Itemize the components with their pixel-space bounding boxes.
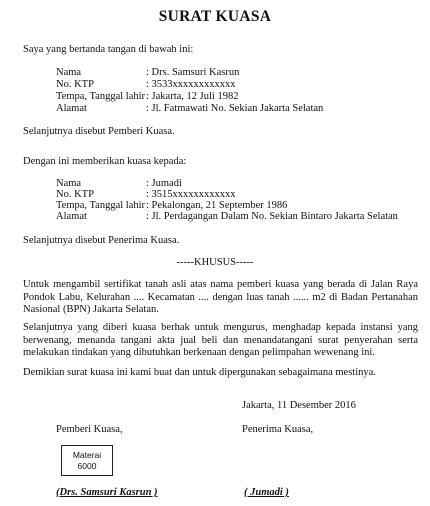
intro-text: Saya yang bertanda tangan di bawah ini: (23, 44, 194, 55)
grantee-label-ktp: No. KTP (56, 189, 94, 200)
closing-text: Demikian surat kuasa ini kami buat dan untuk dipergunakan sebagaimana mestinya. (23, 367, 376, 378)
grantor-value-address: : Jl. Fatmawati No. Sekian Jakarta Selatan (146, 103, 324, 114)
grantor-label-ktp: No. KTP (56, 79, 94, 90)
grantee-signature-name: ( Jumadi ) (244, 487, 289, 498)
grantee-label-birth: Tempa, Tanggal lahir (56, 200, 146, 211)
grantor-signature-label: Pemberi Kuasa, (56, 424, 123, 435)
khusus-heading: -----KHUSUS----- (176, 257, 254, 268)
delegation-intro: Dengan ini memberikan kuasa kepada: (23, 156, 187, 167)
grantee-value-ktp: : 3515xxxxxxxxxxxx (146, 189, 236, 200)
grantee-label-name: Nama (56, 178, 82, 189)
grantee-row-address (56, 211, 398, 223)
grantee-label-address: Alamat (56, 211, 87, 222)
grantee-value-name: : Jumadi (146, 178, 182, 189)
grantor-signature-name: (Drs. Samsuri Kasrun ) (56, 487, 158, 498)
grantor-row-birth (56, 91, 238, 103)
grantee-value-birth: : Pekalongan, 21 September 1986 (146, 200, 288, 211)
grantor-note: Selanjutnya disebut Pemberi Kuasa. (23, 126, 175, 137)
grantor-value-birth: : Jakarta, 12 Juli 1982 (146, 91, 239, 102)
grantor-label-birth: Tempa, Tanggal lahir (56, 91, 146, 102)
materai-label: Materai (72, 450, 102, 460)
grantee-note: Selanjutnya disebut Penerima Kuasa. (23, 235, 180, 246)
grantor-value-name: : Drs. Samsuri Kasrun (146, 67, 240, 78)
grantor-label-name: Nama (56, 67, 82, 78)
grantor-label-address: Alamat (56, 103, 87, 114)
materai-stamp-box (61, 445, 113, 476)
place-date: Jakarta, 11 Desember 2016 (242, 400, 356, 411)
materai-value: 6000 (77, 460, 97, 471)
grantor-value-ktp: : 3533xxxxxxxxxxxx (146, 79, 236, 90)
grantor-row-ktp (56, 79, 236, 91)
grantor-row-name (56, 67, 239, 79)
paragraph-authority: Selanjutnya yang diberi kuasa berhak untuk mengurus, menghadap kepada instansi yang berwenang, menanda tangani akta jual beli dan menandatangani surat penyerahan serta melakukan tindakan yang dibutuhkan berkenaan dengan pelimpahan wewenang ini. (23, 322, 418, 359)
letter-title: SURAT KUASA (158, 8, 272, 25)
grantee-value-address: : Jl. Perdagangan Dalam No. Sekian Bintaro Jakarta Selatan (146, 211, 398, 222)
paragraph-purpose: Untuk mengambil sertifikat tanah asli atas nama pemberi kuasa yang berada di Jalan Raya Pondok Labu, Kelurahan .... Kecamatan .... dengan luas tanah ...... m2 di Badan Pertanahan Nasional (BPN) Jakarta Selatan. (23, 279, 418, 316)
grantor-row-address (56, 103, 323, 115)
grantee-signature-label: Penerima Kuasa, (242, 424, 314, 435)
